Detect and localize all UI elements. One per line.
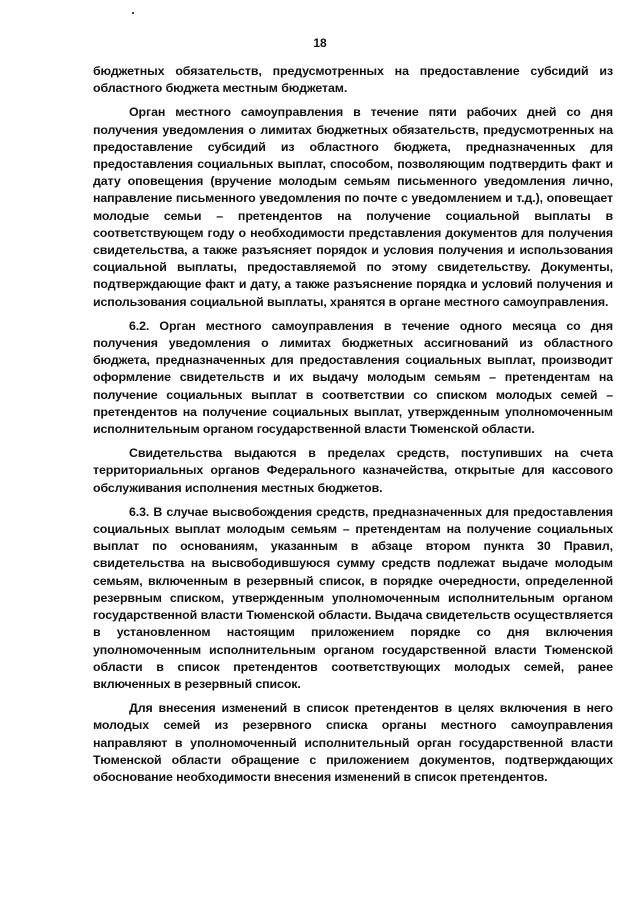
paragraph-continuation: бюджетных обязательств, предусмотренных на предоставление субсидий из областного бюджета местным бюджетам. (93, 64, 613, 96)
paragraph-notification: Орган местного самоуправления в течение пяти рабочих дней со дня получения уведомления о лимитах бюджетных обязательств, предусмотренных на предоставление субсидий из областного бюджета, предназначенных для предоставления социальных выплат, способом, позволяющим подтвердить факт и дату оповещения (вручение молодым семьям письменного уведомления лично, направление письменного уведомления по почте с уведомлением и т.д.), оповещает молодые семьи – претендентов на получение социальной выплаты в соответствующем году о необходимости представления документов для получения свидетельства, а также разъясняет порядок и условия получения и использования социальной выплаты, предоставляемой по этому свидетельству. Документы, подтверждающие факт и дату, а также разъяснение порядка и условий получения и использования социальной выплаты, хранятся в органе местного самоуправления. (93, 105, 613, 309)
scan-speck (132, 12, 134, 14)
paragraph-6-3: 6.3. В случае высвобождения средств, предназначенных для предоставления социальных выплат молодым семьям – претендентам на получение социальных выплат по основаниям, указанным в абзаце втором пункта 30 Правил, свидетельства на высвободившуюся сумму средств подлежат выдаче молодым семьям, включенным в резервный список, в порядке очередности, определенной резервным списком, утвержденным уполномоченным исполнительным органом государственной власти Тюменской области. Выдача свидетельств осуществляется в установленном настоящим приложением порядке со дня включения уполномоченным исполнительным органом государственной власти Тюменской области в список претендентов соответствующих молодых семей, ранее включенных в резервный список. (93, 504, 613, 691)
paragraph-list-changes: Для внесения изменений в список претендентов в целях включения в него молодых семей из резервного списка органы местного самоуправления направляют в уполномоченный исполнительный орган государственной власти Тюменской области обращение с приложением документов, подтверждающих обоснование необходимости внесения изменений в список претендентов. (93, 701, 613, 784)
paragraph-6-2: 6.2. Орган местного самоуправления в течение одного месяца со дня получения уведомления о лимитах бюджетных ассигнований из областного бюджета, предназначенных для предоставления социальных выплат, производит оформление свидетельств и их выдачу молодым семьям – претендентам на получение социальных выплат в соответствии со списком молодых семей – претендентов на получение социальных выплат, утвержденным уполномоченным исполнительным органом государственной власти Тюменской области. (93, 318, 613, 437)
paragraph-certificates-issued: Свидетельства выдаются в пределах средств, поступивших на счета территориальных органов Федерального казначейства, открытые для кассового обслуживания исполнения местных бюджетов. (93, 446, 613, 495)
document-body (93, 63, 613, 786)
page-number: 18 (313, 36, 327, 50)
